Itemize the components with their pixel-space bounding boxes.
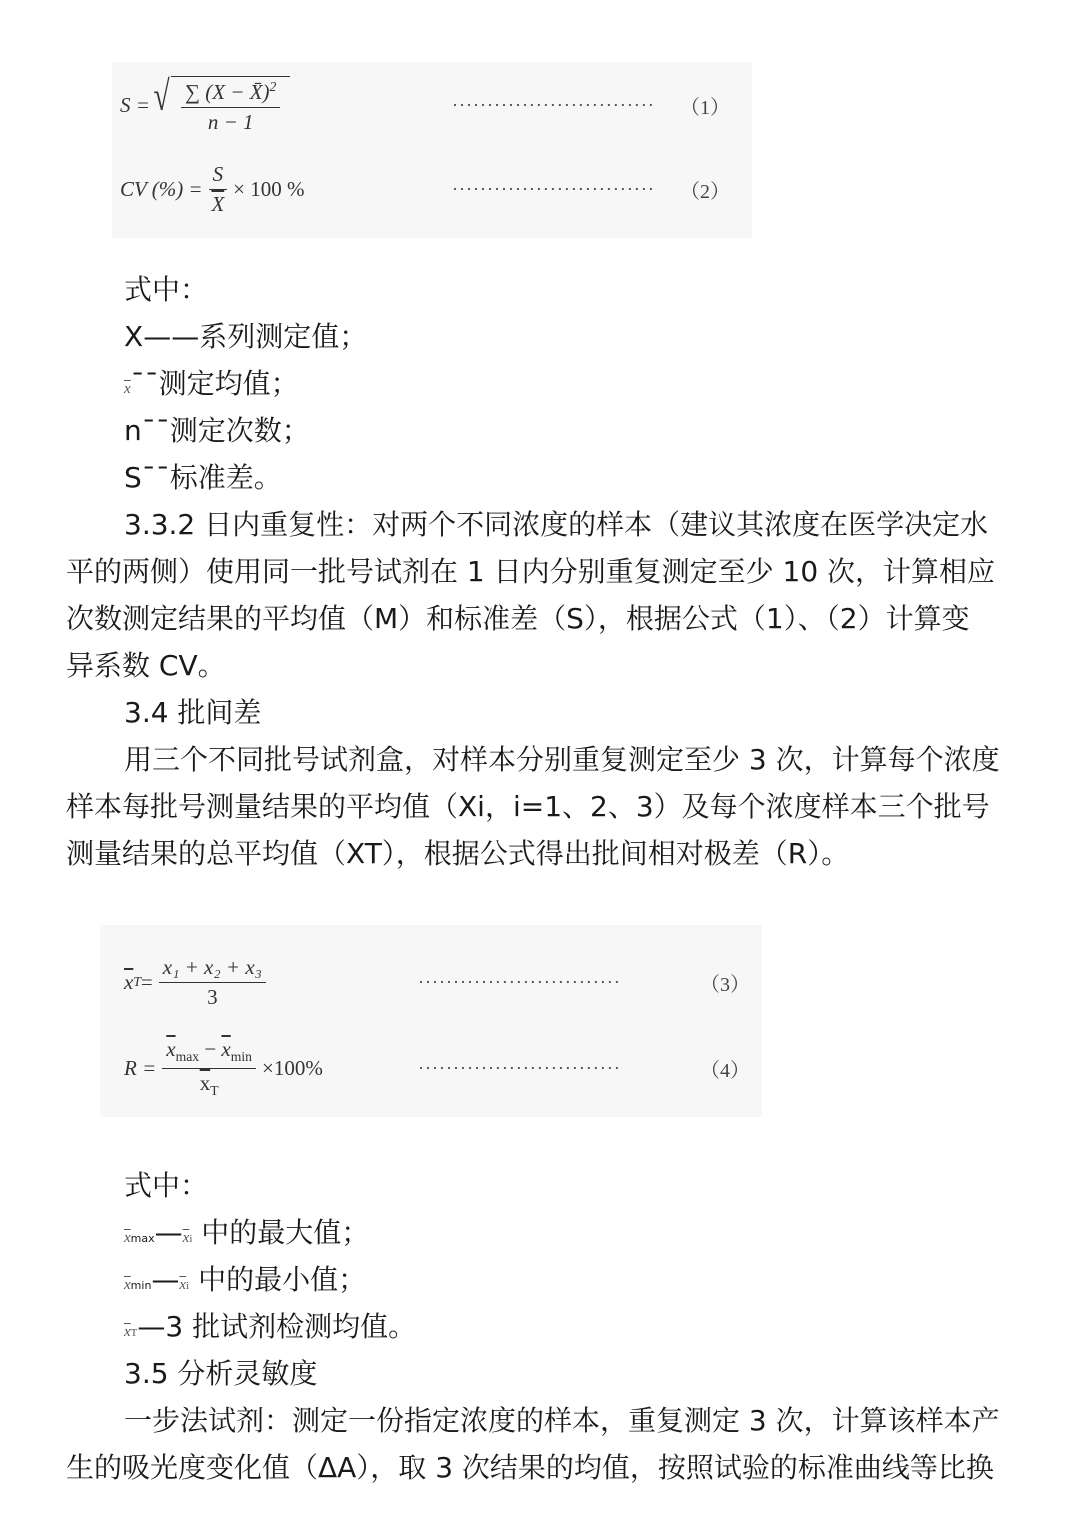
formula-4: R = $\frac{\overline{x}_{max} - \overline{x}_{min}}{\overline{x}_T}$ ×100% ····························· （4） <box>100 1033 762 1103</box>
formula-3-denominator: 3 <box>207 984 218 1009</box>
formula-1-denominator: n − 1 <box>207 109 254 134</box>
formula-4-multiplier: ×100% <box>261 1055 323 1080</box>
where-1-item-x: X——系列测定值； <box>124 320 368 353</box>
para-35-line-2: 生的吸光度变化值（ΔA），取 3 次结果的均值，按照试验的标准曲线等比换 <box>66 1451 994 1484</box>
where-2-item-min: $\overline{x}\min—\overline{x}i$ 中的最小值； <box>124 1263 367 1296</box>
heading-3-4: 3.4 批间差 <box>124 696 262 729</box>
formula-2 <box>112 154 752 224</box>
para-34-line-2: 样本每批号测量结果的平均值（Xi，i=1、2、3）及每个浓度样本三个批号 <box>66 790 990 823</box>
formula-4-number: （4） <box>700 1059 750 1082</box>
where-1-item-n: n¯¯测定次数； <box>124 414 310 447</box>
para-34-line-1: 用三个不同批号试剂盒，对样本分别重复测定至少 3 次，计算每个浓度 <box>124 743 1000 776</box>
para-332-line-3: 次数测定结果的平均值（M）和标准差（S），根据公式（1）、（2）计算变 <box>66 602 970 635</box>
formula-2-number: （2） <box>680 180 730 203</box>
formula-2-dots: ····························· <box>452 178 655 199</box>
where-2-item-xt: $\overline{x}T—3$ 批试剂检测均值。 <box>124 1310 417 1343</box>
para-332-line-4: 异系数 CV。 <box>66 649 226 682</box>
formula-3-numerator: x₁ + x₂ + x₃ <box>159 955 266 983</box>
where-title-2: 式中： <box>124 1169 209 1202</box>
formula-4-dots: ····························· <box>418 1057 621 1078</box>
formula-3-number: （3） <box>700 973 750 996</box>
formula-1-square: 2 <box>269 78 277 94</box>
formula-2-lhs: CV (%) = <box>120 176 203 201</box>
sum-symbol: ∑ <box>184 79 200 104</box>
para-332-line-1: 3.3.2 日内重复性：对两个不同浓度的样本（建议其浓度在医学决定水 <box>124 508 989 541</box>
where-1-item-xbar: $\overline{x}¯¯$测定均值； <box>124 367 299 400</box>
formula-3-lhs: $\overline{x}$ <box>124 969 134 994</box>
formula-image-1 <box>112 62 752 238</box>
sqrt-symbol: √ $\frac{\sum (X - X̄)^2}{n - 1}$ <box>150 76 290 135</box>
formula-1-dots: ····························· <box>452 94 655 115</box>
formula-2-multiplier: × 100 % <box>233 176 305 201</box>
formula-1 <box>112 70 752 140</box>
formula-3-dots: ····························· <box>418 971 621 992</box>
where-1-item-s: S¯¯标准差。 <box>124 461 282 494</box>
where-2-item-max: $\overline{x}\max—\overline{x}i$ 中的最大值； <box>124 1216 370 1249</box>
formula-2-numerator: S <box>209 162 228 190</box>
formula-1-numerator: (X − X̄) <box>205 79 270 104</box>
heading-3-5: 3.5 分析灵敏度 <box>124 1357 318 1390</box>
formula-1-lhs: S = <box>120 92 150 117</box>
where-title-1: 式中： <box>124 273 209 306</box>
formula-3: $\overline{x}$ T = $\frac{\text{x₁ + x₂ + x₃}}{3}$ ····························· （3） <box>100 947 762 1017</box>
formula-1-number: （1） <box>680 96 730 119</box>
para-34-line-3: 测量结果的总平均值（XT），根据公式得出批间相对极差（R）。 <box>66 837 850 870</box>
formula-image-2 <box>100 925 762 1117</box>
para-332-line-2: 平的两侧）使用同一批号试剂在 1 日内分别重复测定至少 10 次，计算相应 <box>66 555 996 588</box>
para-35-line-1: 一步法试剂：测定一份指定浓度的样本，重复测定 3 次，计算该样本产 <box>124 1404 1000 1437</box>
formula-4-lhs: R = <box>124 1055 157 1080</box>
formula-2-denominator: X <box>211 191 225 216</box>
